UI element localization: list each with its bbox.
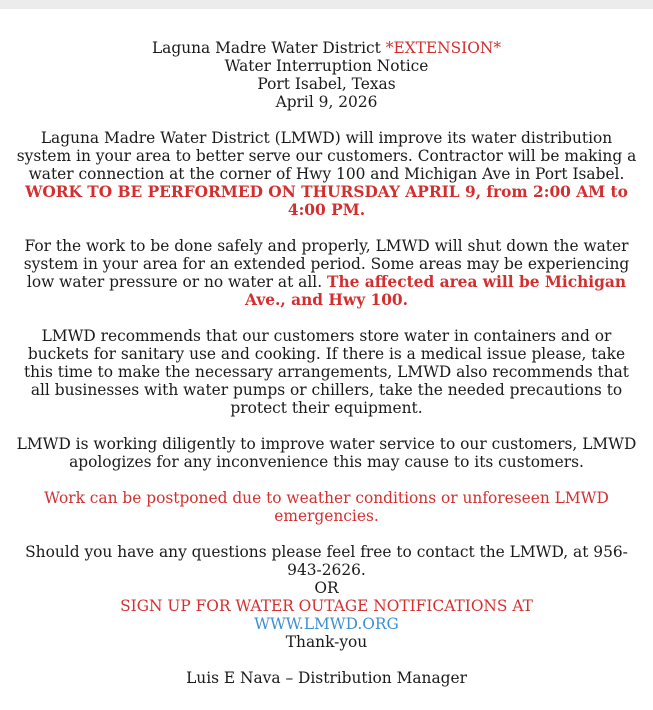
notice-title: Water Interruption Notice bbox=[224, 57, 429, 75]
contact-text: Should you have any questions please feel free to contact the LMWD, at 956-943-2626. bbox=[25, 543, 628, 579]
affected-area-highlight: The affected area will be Michigan Ave., and Hwy 100. bbox=[245, 273, 627, 309]
shutdown-text: For the work to be done safely and properly, LMWD will shut down the water system in your area for an extended period. Some areas may be experiencing low water pressure or no water at all. bbox=[23, 237, 630, 291]
notice-location: Port Isabel, Texas bbox=[257, 75, 396, 93]
extension-label: *EXTENSION* bbox=[385, 39, 502, 57]
notice-date: April 9, 2026 bbox=[275, 93, 378, 111]
paragraph-work-details bbox=[14, 129, 639, 219]
notice-document bbox=[0, 9, 653, 687]
website-link[interactable]: WWW.LMWD.ORG bbox=[254, 615, 399, 633]
work-schedule-highlight: WORK TO BE PERFORMED ON THURSDAY APRIL 9, from 2:00 AM to 4:00 PM. bbox=[25, 183, 628, 219]
signup-notice: SIGN UP FOR WATER OUTAGE NOTIFICATIONS AT bbox=[120, 597, 533, 615]
work-details-text: Laguna Madre Water District (LMWD) will improve its water distribution system in your area to better serve our customers. Contractor will be making a water connection at the corner of Hwy 100 and Michigan Ave in Port Isabel. bbox=[16, 129, 637, 183]
org-name: Laguna Madre Water District bbox=[151, 39, 381, 57]
paragraph-apology: LMWD is working diligently to improve water service to our customers, LMWD apologizes for any inconvenience this may cause to its customers. bbox=[16, 435, 637, 471]
signature: Luis E Nava – Distribution Manager bbox=[186, 669, 467, 687]
notice-header bbox=[14, 39, 639, 111]
thank-you: Thank-you bbox=[285, 633, 368, 651]
top-bar bbox=[0, 0, 653, 9]
paragraph-shutdown bbox=[14, 237, 639, 309]
or-separator: OR bbox=[314, 579, 339, 597]
contact-section bbox=[14, 543, 639, 651]
postponement-notice: Work can be postponed due to weather conditions or unforeseen LMWD emergencies. bbox=[44, 489, 609, 525]
paragraph-recommendations: LMWD recommends that our customers store water in containers and or buckets for sanitary use and cooking. If there is a medical issue please, take this time to make the necessary arrangements, LMWD also recommends that all businesses with water pumps or chillers, take the needed precautions to protect their equipment. bbox=[24, 327, 629, 417]
